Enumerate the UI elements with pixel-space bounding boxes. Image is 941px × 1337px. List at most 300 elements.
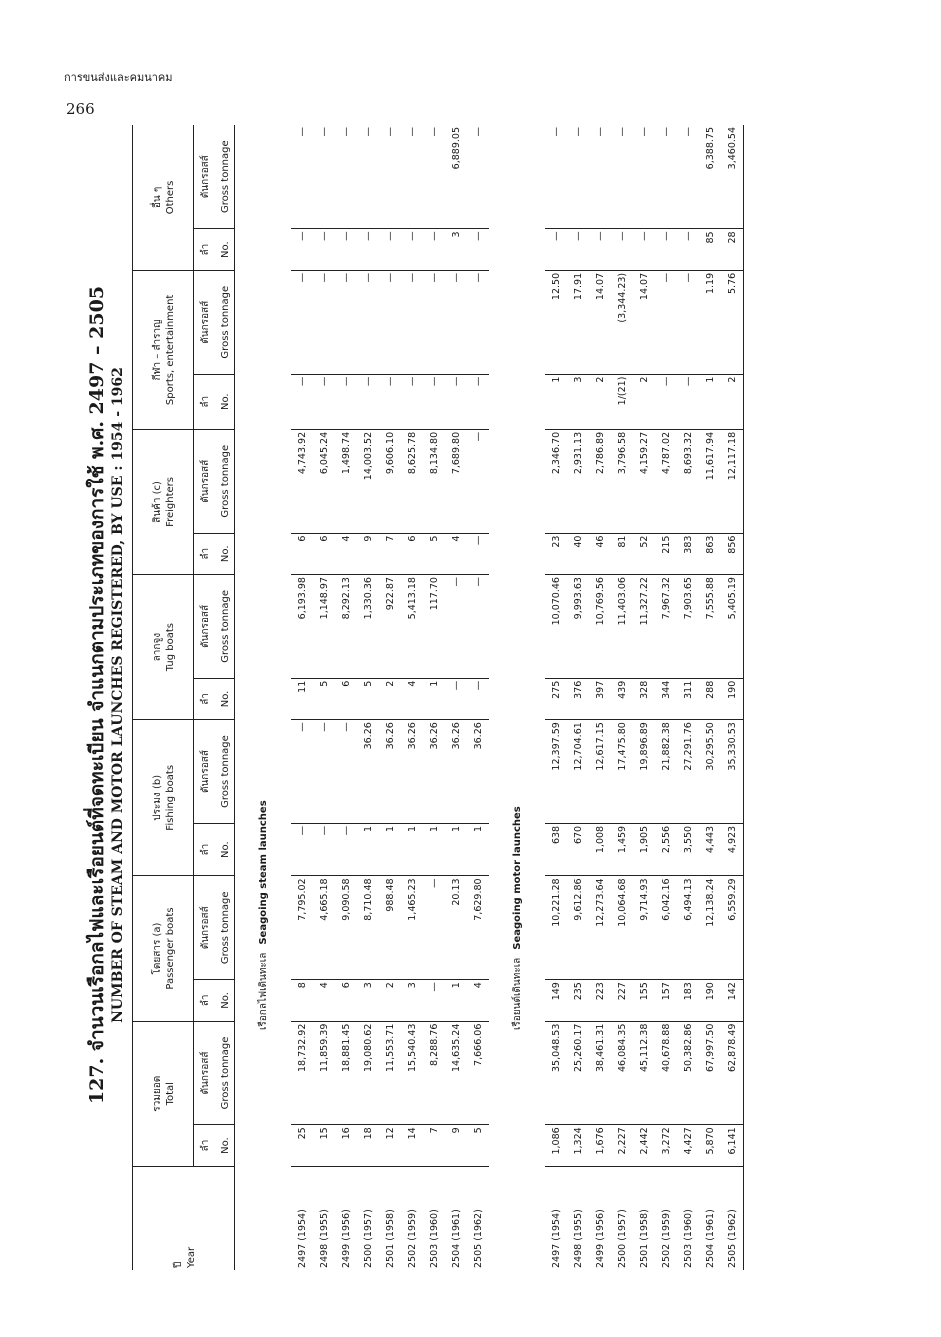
count-cell: 157 [655, 980, 677, 1021]
tonnage-header-thai: ตันกรอสส์ [194, 876, 217, 980]
count-header-thai: ลำ [194, 374, 217, 429]
tonnage-cell: 35,330.53 [721, 720, 744, 824]
count-cell: 142 [721, 980, 744, 1021]
tonnage-cell: 21,882.38 [655, 720, 677, 824]
tonnage-cell: 14,003.52 [357, 429, 379, 533]
table-row [357, 125, 379, 1270]
tonnage-cell: 40,678.88 [655, 1021, 677, 1125]
count-cell: 2 [589, 374, 611, 429]
table-row [445, 125, 467, 1270]
count-cell: 1,008 [589, 823, 611, 876]
count-cell: 1,905 [633, 823, 655, 876]
count-cell: 46 [589, 533, 611, 574]
tonnage-cell: 8,292.13 [335, 575, 357, 679]
tonnage-cell: — [611, 125, 633, 229]
tonnage-cell: 36.26 [379, 720, 401, 824]
year-cell: 2501 (1958) [638, 1209, 650, 1268]
count-cell: 1 [423, 823, 445, 876]
tonnage-cell: 36.26 [467, 720, 489, 824]
year-cell: 2501 (1958) [384, 1209, 396, 1268]
tonnage-cell: 46,084.35 [611, 1021, 633, 1125]
tonnage-cell: 19,896.89 [633, 720, 655, 824]
tonnage-cell: — [379, 270, 401, 374]
count-cell: 5 [467, 1125, 489, 1166]
count-cell: 4 [445, 533, 467, 574]
count-cell: 2,556 [655, 823, 677, 876]
tonnage-cell: 9,612.86 [567, 876, 589, 980]
tonnage-cell: 1,498.74 [335, 429, 357, 533]
count-cell: 1 [357, 823, 379, 876]
count-cell: 190 [699, 980, 721, 1021]
tonnage-header-english: Gross tonnage [216, 575, 235, 679]
column-group-thai: ลากจูง [152, 632, 163, 662]
tonnage-header-english: Gross tonnage [216, 270, 235, 374]
count-header-english: No. [216, 1125, 235, 1166]
table-row [467, 125, 489, 1270]
count-header-thai: ลำ [194, 229, 217, 270]
count-header-thai: ลำ [194, 533, 217, 574]
count-cell: 328 [633, 678, 655, 719]
count-cell: — [401, 374, 423, 429]
tonnage-cell: 9,606.10 [379, 429, 401, 533]
tonnage-cell: 9,090.58 [335, 876, 357, 980]
year-cell: 2502 (1959) [406, 1209, 418, 1268]
count-cell: — [423, 229, 445, 270]
tonnage-cell: 5,413.18 [401, 575, 423, 679]
tonnage-cell: 10,769.56 [589, 575, 611, 679]
tonnage-cell: 20.13 [445, 876, 467, 980]
count-cell: — [445, 678, 467, 719]
count-cell: 288 [699, 678, 721, 719]
count-cell: 1,676 [589, 1125, 611, 1166]
count-cell: 183 [677, 980, 699, 1021]
tonnage-header-english: Gross tonnage [216, 429, 235, 533]
column-group-english: Freighters [165, 476, 176, 527]
count-cell: 235 [567, 980, 589, 1021]
year-cell: 2505 (1962) [726, 1209, 738, 1268]
table-row [335, 125, 357, 1270]
tonnage-cell: 4,159.27 [633, 429, 655, 533]
count-cell: — [655, 374, 677, 429]
count-cell: — [655, 229, 677, 270]
tonnage-cell: 7,629.80 [467, 876, 489, 980]
count-cell: 2,442 [633, 1125, 655, 1166]
year-column-header [133, 1166, 235, 1270]
tonnage-cell: (3,344.23) [611, 270, 633, 374]
count-cell: 4 [335, 533, 357, 574]
tonnage-cell: — [313, 720, 335, 824]
tonnage-cell: 19,080.62 [357, 1021, 379, 1125]
year-cell: 2503 (1960) [682, 1209, 694, 1268]
tonnage-cell: — [401, 125, 423, 229]
table-row [655, 125, 677, 1270]
column-group-english: Fishing boats [165, 764, 176, 831]
count-cell: 223 [589, 980, 611, 1021]
count-cell: 3 [445, 229, 467, 270]
count-cell: 1 [545, 374, 567, 429]
count-cell: 40 [567, 533, 589, 574]
tonnage-cell: — [467, 270, 489, 374]
year-cell: 2498 (1955) [572, 1209, 584, 1268]
tonnage-cell: 14.07 [589, 270, 611, 374]
year-cell: 2499 (1956) [594, 1209, 606, 1268]
column-group-thai: รวมยอด [152, 1075, 163, 1112]
count-cell: — [633, 229, 655, 270]
count-cell: — [291, 229, 313, 270]
tonnage-cell: 18,881.45 [335, 1021, 357, 1125]
tonnage-header-thai: ตันกรอสส์ [194, 1021, 217, 1125]
count-cell: — [291, 823, 313, 876]
tonnage-cell: — [567, 125, 589, 229]
count-cell: — [677, 374, 699, 429]
count-cell: 397 [589, 678, 611, 719]
tonnage-header-thai: ตันกรอสส์ [194, 125, 217, 229]
tonnage-cell: 6,042.16 [655, 876, 677, 980]
table-row [633, 125, 655, 1270]
count-cell: — [423, 980, 445, 1021]
count-cell: 6 [291, 533, 313, 574]
tonnage-cell: — [401, 270, 423, 374]
count-header-thai: ลำ [194, 678, 217, 719]
count-cell: — [313, 823, 335, 876]
tonnage-cell: 7,967.32 [655, 575, 677, 679]
tonnage-cell: 18,732.92 [291, 1021, 313, 1125]
tonnage-cell: 17,475.80 [611, 720, 633, 824]
tonnage-cell: 10,070.46 [545, 575, 567, 679]
tonnage-cell: 6,559.29 [721, 876, 744, 980]
count-cell: — [335, 229, 357, 270]
section-row [489, 125, 545, 1270]
tonnage-cell: 14.07 [633, 270, 655, 374]
count-cell: 1 [467, 823, 489, 876]
count-cell: 3,550 [677, 823, 699, 876]
table-row [401, 125, 423, 1270]
count-cell: 2 [379, 980, 401, 1021]
tonnage-cell: 4,787.02 [655, 429, 677, 533]
column-group-thai: กีฬา – สำราญ [152, 319, 163, 381]
count-cell: 12 [379, 1125, 401, 1166]
tonnage-cell: — [467, 575, 489, 679]
tonnage-cell: 1,148.97 [313, 575, 335, 679]
table-title-english: NUMBER OF STEAM AND MOTOR LAUNCHES REGISTERED, BY USE : 1954 - 1962 [110, 367, 126, 1023]
tonnage-cell: — [589, 125, 611, 229]
year-cell: 2504 (1961) [704, 1209, 716, 1268]
tonnage-cell: — [335, 720, 357, 824]
count-cell: 1/(21) [611, 374, 633, 429]
year-cell: 2497 (1954) [550, 1209, 562, 1268]
tonnage-cell: 11,403.06 [611, 575, 633, 679]
tonnage-cell: 50,382.86 [677, 1021, 699, 1125]
count-cell: 863 [699, 533, 721, 574]
section-label-thai: เรือยนต์เดินทะเล [511, 957, 523, 1030]
count-header-english: No. [216, 533, 235, 574]
count-cell: 1 [379, 823, 401, 876]
count-cell: 383 [677, 533, 699, 574]
count-cell: — [611, 229, 633, 270]
count-cell: 638 [545, 823, 567, 876]
column-group-english: Sports, entertainment [165, 294, 176, 406]
section-row [235, 125, 292, 1270]
table-row [721, 125, 744, 1270]
tonnage-cell: 12,273.64 [589, 876, 611, 980]
year-cell: 2500 (1957) [362, 1209, 374, 1268]
count-cell: — [335, 823, 357, 876]
count-cell: 14 [401, 1125, 423, 1166]
tonnage-cell: 35,048.53 [545, 1021, 567, 1125]
count-cell: 81 [611, 533, 633, 574]
count-cell: — [335, 374, 357, 429]
year-cell: 2505 (1962) [472, 1209, 484, 1268]
count-cell: 4,923 [721, 823, 744, 876]
table-row [589, 125, 611, 1270]
column-group-thai: ประมง (b) [152, 774, 163, 821]
tonnage-cell: — [423, 125, 445, 229]
launches-table [132, 125, 744, 1270]
tonnage-cell: 6,045.24 [313, 429, 335, 533]
tonnage-cell: 2,931.13 [567, 429, 589, 533]
column-group-thai: โดยสาร (a) [152, 922, 163, 975]
tonnage-cell: 8,625.78 [401, 429, 423, 533]
year-header-english: Year [185, 1246, 197, 1268]
count-cell: 2 [721, 374, 744, 429]
year-cell: 2504 (1961) [450, 1209, 462, 1268]
count-header-english: No. [216, 229, 235, 270]
column-group-header [133, 1021, 194, 1166]
column-group-header [133, 125, 194, 270]
count-cell: 227 [611, 980, 633, 1021]
tonnage-cell: — [545, 125, 567, 229]
tonnage-cell: 38,461.31 [589, 1021, 611, 1125]
count-cell: — [423, 374, 445, 429]
column-group-header [133, 429, 194, 574]
tonnage-header-thai: ตันกรอสส์ [194, 270, 217, 374]
count-cell: 85 [699, 229, 721, 270]
table-row [423, 125, 445, 1270]
count-cell: 16 [335, 1125, 357, 1166]
tonnage-cell: 36.26 [445, 720, 467, 824]
count-cell: 9 [445, 1125, 467, 1166]
tonnage-cell: 5.76 [721, 270, 744, 374]
tonnage-cell: 4,743.92 [291, 429, 313, 533]
tonnage-cell: 17.91 [567, 270, 589, 374]
count-cell: 28 [721, 229, 744, 270]
count-cell: 2,227 [611, 1125, 633, 1166]
count-cell: — [467, 374, 489, 429]
tonnage-cell: 12,397.59 [545, 720, 567, 824]
count-header-english: No. [216, 823, 235, 876]
count-cell: 5,870 [699, 1125, 721, 1166]
count-cell: 344 [655, 678, 677, 719]
tonnage-cell: 3,796.58 [611, 429, 633, 533]
count-cell: — [467, 229, 489, 270]
tonnage-cell: — [445, 270, 467, 374]
count-cell: 2 [379, 678, 401, 719]
column-group-header [133, 270, 194, 429]
count-cell: 4,443 [699, 823, 721, 876]
tonnage-cell: 12,704.61 [567, 720, 589, 824]
column-group-header [133, 575, 194, 720]
count-cell: 7 [379, 533, 401, 574]
tonnage-cell: 45,112.38 [633, 1021, 655, 1125]
tonnage-cell: 10,221.28 [545, 876, 567, 980]
rotated-table-block [80, 120, 880, 1270]
count-cell: — [357, 229, 379, 270]
count-header-english: No. [216, 678, 235, 719]
count-cell: 9 [357, 533, 379, 574]
tonnage-cell: 988.48 [379, 876, 401, 980]
count-cell: 6 [335, 678, 357, 719]
tonnage-cell: 2,786.89 [589, 429, 611, 533]
table-row [611, 125, 633, 1270]
count-cell: 6 [335, 980, 357, 1021]
count-cell: 6 [313, 533, 335, 574]
tonnage-cell: 14,635.24 [445, 1021, 467, 1125]
count-cell: 1 [699, 374, 721, 429]
tonnage-header-english: Gross tonnage [216, 125, 235, 229]
column-group-thai: อื่น ๆ [152, 186, 163, 209]
tonnage-cell: 7,666.06 [467, 1021, 489, 1125]
section-label-english: Seagoing motor launches [511, 806, 523, 950]
tonnage-cell: — [335, 270, 357, 374]
count-cell: 4 [467, 980, 489, 1021]
column-group-english: Others [165, 180, 176, 215]
count-cell: 670 [567, 823, 589, 876]
tonnage-cell: 4,665.18 [313, 876, 335, 980]
count-cell: 5 [423, 533, 445, 574]
tonnage-cell: 12,138.24 [699, 876, 721, 980]
tonnage-cell: 8,710.48 [357, 876, 379, 980]
year-cell: 2497 (1954) [296, 1209, 308, 1268]
tonnage-cell: 7,903.65 [677, 575, 699, 679]
tonnage-cell: 2,346.70 [545, 429, 567, 533]
count-cell: 2 [633, 374, 655, 429]
tonnage-cell: 36.26 [423, 720, 445, 824]
tonnage-cell: 12,117.18 [721, 429, 744, 533]
count-cell: 4 [313, 980, 335, 1021]
tonnage-cell: 1,465.23 [401, 876, 423, 980]
column-group-english: Tug boats [165, 623, 176, 672]
tonnage-cell: — [335, 125, 357, 229]
count-cell: 52 [633, 533, 655, 574]
tonnage-cell: — [313, 270, 335, 374]
year-cell: 2499 (1956) [340, 1209, 352, 1268]
count-cell: — [291, 374, 313, 429]
count-cell: 1,324 [567, 1125, 589, 1166]
tonnage-cell: 9,714.93 [633, 876, 655, 980]
tonnage-cell: 36.26 [357, 720, 379, 824]
tonnage-cell: 25,260.17 [567, 1021, 589, 1125]
tonnage-cell: 11,859.39 [313, 1021, 335, 1125]
count-cell: 1 [445, 823, 467, 876]
column-group-header [133, 720, 194, 876]
count-cell: 439 [611, 678, 633, 719]
tonnage-cell: 12,617.15 [589, 720, 611, 824]
count-cell: 25 [291, 1125, 313, 1166]
tonnage-cell: 12.50 [545, 270, 567, 374]
tonnage-cell: 30,295.50 [699, 720, 721, 824]
tonnage-cell: 5,405.19 [721, 575, 744, 679]
tonnage-cell: 7,689.80 [445, 429, 467, 533]
tonnage-cell: 11,553.71 [379, 1021, 401, 1125]
count-cell: — [677, 229, 699, 270]
tonnage-cell: 6,388.75 [699, 125, 721, 229]
count-cell: 23 [545, 533, 567, 574]
tonnage-cell: — [677, 270, 699, 374]
year-cell: 2503 (1960) [428, 1209, 440, 1268]
year-cell: 2502 (1959) [660, 1209, 672, 1268]
table-row [677, 125, 699, 1270]
tonnage-cell: 15,540.43 [401, 1021, 423, 1125]
tonnage-cell: 6,889.05 [445, 125, 467, 229]
table-row [313, 125, 335, 1270]
tonnage-cell: 67,997.50 [699, 1021, 721, 1125]
page-number: 266 [66, 100, 95, 118]
count-cell: — [589, 229, 611, 270]
tonnage-cell: — [467, 125, 489, 229]
tonnage-cell: 9,993.63 [567, 575, 589, 679]
tonnage-cell: — [357, 125, 379, 229]
tonnage-cell: — [445, 575, 467, 679]
count-cell: 1 [423, 678, 445, 719]
count-cell: 3 [567, 374, 589, 429]
tonnage-cell: — [379, 125, 401, 229]
tonnage-header-thai: ตันกรอสส์ [194, 720, 217, 824]
count-header-english: No. [216, 374, 235, 429]
count-header-thai: ลำ [194, 980, 217, 1021]
count-cell: 3 [401, 980, 423, 1021]
count-header-english: No. [216, 980, 235, 1021]
column-group-english: Total [165, 1082, 176, 1106]
count-cell: 1,459 [611, 823, 633, 876]
tonnage-cell: 7,795.02 [291, 876, 313, 980]
section-label [489, 125, 545, 1270]
count-cell: 4 [401, 678, 423, 719]
count-cell: 856 [721, 533, 744, 574]
year-header-thai: ปี [172, 1261, 184, 1268]
tonnage-cell: 6,494.13 [677, 876, 699, 980]
count-cell: 311 [677, 678, 699, 719]
tonnage-cell: 117.70 [423, 575, 445, 679]
tonnage-cell: — [423, 270, 445, 374]
count-cell: 18 [357, 1125, 379, 1166]
count-header-thai: ลำ [194, 823, 217, 876]
tonnage-cell: 3,460.54 [721, 125, 744, 229]
tonnage-cell: — [291, 125, 313, 229]
tonnage-header-english: Gross tonnage [216, 720, 235, 824]
count-cell: 5 [313, 678, 335, 719]
tonnage-cell: — [467, 429, 489, 533]
count-cell: 5 [357, 678, 379, 719]
count-cell: — [379, 374, 401, 429]
year-cell: 2498 (1955) [318, 1209, 330, 1268]
tonnage-cell: — [655, 125, 677, 229]
tonnage-header-english: Gross tonnage [216, 1021, 235, 1125]
tonnage-cell: 10,064.68 [611, 876, 633, 980]
count-cell: 7 [423, 1125, 445, 1166]
count-cell: 1,086 [545, 1125, 567, 1166]
count-cell: 3 [357, 980, 379, 1021]
column-group-header [133, 876, 194, 1021]
tonnage-cell: 8,693.32 [677, 429, 699, 533]
table-row [699, 125, 721, 1270]
count-cell: — [357, 374, 379, 429]
tonnage-cell: 36.26 [401, 720, 423, 824]
section-header: การขนส่งและคมนาคม [64, 71, 173, 84]
count-cell: 275 [545, 678, 567, 719]
count-cell: 149 [545, 980, 567, 1021]
tonnage-cell: 922.87 [379, 575, 401, 679]
count-cell: 8 [291, 980, 313, 1021]
